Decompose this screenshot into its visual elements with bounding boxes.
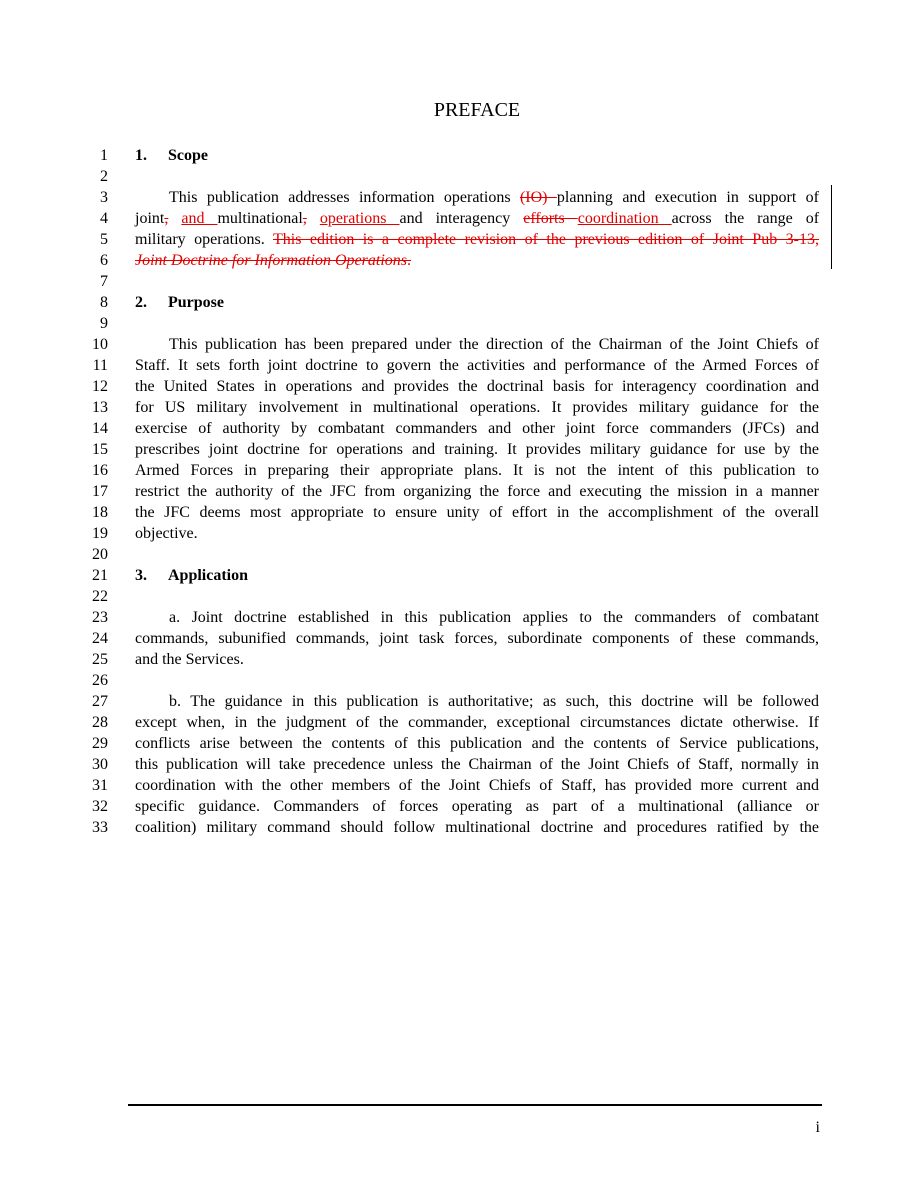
line-number: 1: [100, 147, 108, 164]
line-number: 10: [92, 336, 108, 353]
purpose-line: restrict the authority of the JFC from organizing the force and executing the mission in a manner: [135, 483, 819, 500]
line-number: 4: [100, 210, 108, 227]
section-heading-purpose: [135, 292, 819, 313]
section-title: Scope: [168, 147, 208, 164]
line-number: 6: [100, 252, 108, 269]
line-number: 17: [92, 483, 108, 500]
scope-line-4: [135, 208, 819, 229]
page-title: PREFACE: [433, 99, 521, 121]
scope-line-3: [135, 187, 819, 208]
text-run: [307, 210, 320, 227]
line-number: 28: [92, 714, 108, 731]
application-b-line: b. The guidance in this publication is authoritative; as such, this doctrine will be followed: [169, 693, 819, 710]
deleted-text: ,: [164, 210, 169, 227]
deleted-text: This edition is a complete revision of the previous edition of Joint Pub 3-13,: [272, 231, 820, 248]
purpose-line: for US military involvement in multinational operations. It provides military guidance for the: [135, 399, 819, 416]
text-run: across the range of: [671, 210, 820, 227]
text-run: planning and execution in support of: [556, 189, 820, 206]
line-number: 9: [100, 315, 108, 332]
application-b-line: except when, in the judgment of the commander, exceptional circumstances dictate otherwise. If: [135, 714, 819, 731]
line-number: 27: [92, 693, 108, 710]
line-number: 32: [92, 798, 108, 815]
application-b-line: specific guidance. Commanders of forces operating as part of a multinational (alliance or: [135, 798, 819, 815]
text-run: multinational: [217, 210, 303, 227]
purpose-line: exercise of authority by combatant commanders and other joint force commanders (JFCs) and: [135, 420, 819, 437]
line-number: 11: [92, 357, 108, 374]
line-number: 18: [92, 504, 108, 521]
deleted-text: (IO): [519, 189, 557, 206]
scope-line-5: [135, 229, 819, 250]
purpose-line: Armed Forces in preparing their appropriate plans. It is not the intent of this publication to: [135, 462, 819, 479]
application-a-line: and the Services.: [135, 651, 244, 668]
purpose-line: the United States in operations and provides the doctrinal basis for interagency coordination and: [135, 378, 819, 395]
line-number: 2: [100, 168, 108, 185]
inserted-text: and: [181, 210, 218, 227]
application-a-line: commands, subunified commands, joint task forces, subordinate components of these commands,: [135, 630, 819, 647]
purpose-line: prescribes joint doctrine for operations and training. It provides military guidance for use by the: [135, 441, 819, 458]
revision-change-bar: [831, 185, 832, 269]
application-b-line: coordination with the other members of the Joint Chiefs of Staff, has provided more current and: [135, 777, 819, 794]
line-number: 29: [92, 735, 108, 752]
section-heading-scope: [135, 145, 819, 166]
inserted-text: operations: [319, 210, 400, 227]
scope-line-6: [135, 250, 819, 271]
line-number: 13: [92, 399, 108, 416]
application-a-line: a. Joint doctrine established in this publication applies to the commanders of combatant: [169, 609, 819, 626]
purpose-line: the JFC deems most appropriate to ensure unity of effort in the accomplishment of the overall: [135, 504, 819, 521]
purpose-line: This publication has been prepared under the direction of the Chairman of the Joint Chiefs of: [169, 336, 819, 353]
purpose-line: Staff. It sets forth joint doctrine to govern the activities and performance of the Armed Forces of: [135, 357, 819, 374]
inserted-text: coordination: [577, 210, 672, 227]
page-number: i: [815, 1119, 820, 1136]
text-run: joint: [135, 210, 165, 227]
section-number: 2.: [135, 294, 147, 311]
line-number: 15: [92, 441, 108, 458]
deleted-text: ,: [302, 210, 307, 227]
line-number: 33: [92, 819, 108, 836]
purpose-line: objective.: [135, 525, 198, 542]
line-number: 7: [100, 273, 108, 290]
section-number: 1.: [135, 147, 147, 164]
text-run: and interagency: [399, 210, 524, 227]
line-number: 25: [92, 651, 108, 668]
deleted-text: efforts: [523, 210, 578, 227]
application-b-line: this publication will take precedence unless the Chairman of the Joint Chiefs of Staff, normally in: [135, 756, 819, 773]
line-number: 5: [100, 231, 108, 248]
line-number: 30: [92, 756, 108, 773]
section-title: Purpose: [168, 294, 224, 311]
line-number: 21: [92, 567, 108, 584]
section-heading-application: [135, 565, 819, 586]
section-title: Application: [168, 567, 249, 584]
line-number: 22: [92, 588, 108, 605]
line-number: 3: [100, 189, 108, 206]
text-run: [168, 210, 181, 227]
line-number: 24: [92, 630, 108, 647]
application-b-line: coalition) military command should follow multinational doctrine and procedures ratified by the: [135, 819, 819, 836]
line-number: 31: [92, 777, 108, 794]
line-number: 20: [92, 546, 108, 563]
line-number: 12: [92, 378, 108, 395]
deleted-text: .: [406, 252, 411, 269]
line-number: 23: [92, 609, 108, 626]
line-number: 19: [92, 525, 108, 542]
line-number: 14: [92, 420, 108, 437]
section-number: 3.: [135, 567, 147, 584]
application-b-line: conflicts arise between the contents of this publication and the contents of Service publications,: [135, 735, 819, 752]
text-run: military operations.: [135, 231, 273, 248]
deleted-text: Joint Doctrine for Information Operations: [135, 252, 407, 269]
line-number: 8: [100, 294, 108, 311]
text-run: This publication addresses information operations: [169, 189, 520, 206]
footer-rule: [128, 1104, 822, 1106]
line-number: 26: [92, 672, 108, 689]
line-number: 16: [92, 462, 108, 479]
